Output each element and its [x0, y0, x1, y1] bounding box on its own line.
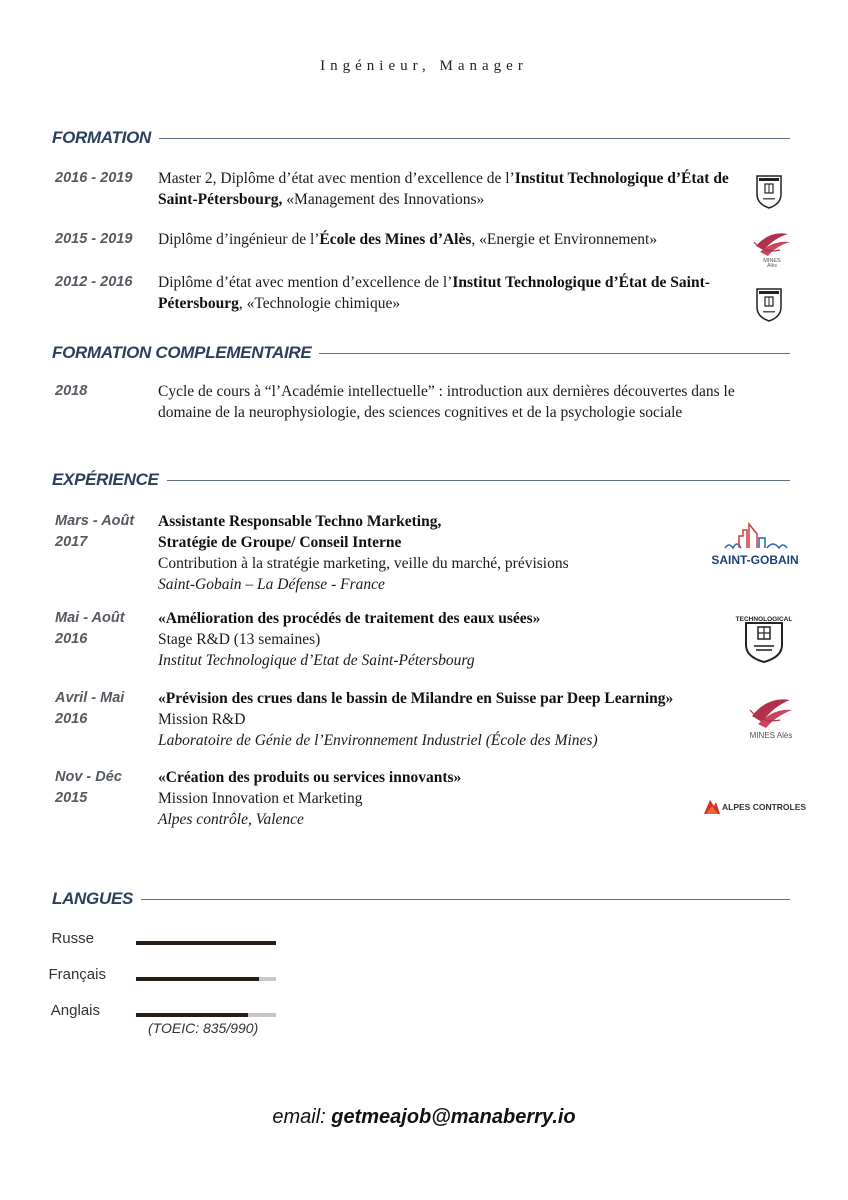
language-level-fill [136, 1013, 248, 1017]
experience-title: «Création des produits ou services innovants» [158, 769, 462, 786]
experience-date-period: Mars - Août [55, 513, 135, 529]
formation-date: 2016 - 2019 [55, 170, 133, 186]
svg-text:Alès: Alès [767, 263, 777, 269]
language-level-bar [136, 977, 276, 981]
section-divider [141, 899, 790, 900]
experience-desc: Contribution à la stratégie marketing, veille du marché, prévisions [158, 555, 569, 572]
alpes-controles-logo [702, 792, 807, 818]
experience-date [55, 608, 155, 650]
experience-title: «Amélioration des procédés de traitement des eaux usées» [158, 610, 541, 627]
formation-school: École des Mines d’Alès [319, 231, 472, 248]
experience-date [55, 767, 155, 809]
section-formation-comp-header [52, 341, 790, 365]
experience-place: Alpes contrôle, Valence [158, 811, 304, 828]
formation-comp-text: Cycle de cours à “l’Académie intellectuelle” : introduction aux dernières découvertes dans le domaine de la neurophysiologie, des sciences cognitives et de la psychologie sociale [158, 383, 735, 421]
experience-date [55, 688, 155, 730]
section-title: FORMATION COMPLEMENTAIRE [52, 343, 312, 362]
formation-text-pre: Diplôme d’état avec mention d’excellence de l’ [158, 274, 453, 291]
formation-date: 2012 - 2016 [55, 274, 133, 290]
language-level-bar [136, 941, 276, 945]
experience-date-year: 2015 [55, 790, 88, 806]
technological-institute-logo [754, 283, 784, 323]
mines-logo-text: MINES Alès [749, 731, 793, 740]
experience-place: Institut Technologique d’Etat de Saint-Pétersbourg [158, 652, 475, 669]
formation-text [158, 168, 748, 210]
formation-text-pre: Master 2, Diplôme d’état avec mention d’excellence de l’ [158, 170, 515, 187]
saint-gobain-logo [705, 518, 805, 568]
experience-title: «Prévision des crues dans le bassin de Milandre en Suisse par Deep Learning» [158, 690, 674, 707]
language-name: Russe [51, 930, 94, 947]
experience-date-period: Avril - Mai [55, 690, 125, 706]
experience-place: Laboratoire de Génie de l’Environnement Industriel (École des Mines) [158, 732, 598, 749]
formation-school: Institut Technologique d’État de Saint-Pétersbourg [158, 274, 710, 312]
language-level-fill [136, 941, 276, 945]
section-divider [167, 480, 790, 481]
section-divider [159, 138, 790, 139]
email-address[interactable]: getmeajob@manaberry.io [331, 1106, 576, 1128]
language-name: Français [48, 966, 106, 983]
alpes-logo-text: ALPES CONTROLES [722, 802, 807, 812]
technological-logo-text: TECHNOLOGICAL [735, 616, 793, 623]
section-formation-header [52, 126, 790, 150]
section-title: FORMATION [52, 128, 151, 147]
experience-desc: Stage R&D (13 semaines) [158, 631, 321, 648]
experience-details [158, 553, 748, 595]
mines-ales-logo [750, 228, 794, 268]
experience-date-year: 2016 [55, 711, 88, 727]
experience-text [158, 767, 748, 830]
experience-date-year: 2017 [55, 534, 88, 550]
experience-title: Assistante Responsable Techno Marketing, Stratégie de Groupe/ Conseil Interne [158, 513, 442, 551]
language-name: Anglais [50, 1002, 100, 1019]
experience-date-period: Mai - Août [55, 610, 125, 626]
experience-date-period: Nov - Déc [55, 769, 122, 785]
technological-institute-logo [754, 170, 784, 210]
experience-text [158, 608, 748, 671]
experience-date [55, 511, 155, 553]
formation-text [158, 272, 748, 314]
formation-text-pre: Diplôme d’ingénieur de l’ [158, 231, 320, 248]
section-title: EXPÉRIENCE [52, 470, 159, 489]
section-title: LANGUES [52, 889, 134, 908]
technological-institute-logo [735, 613, 793, 663]
mines-ales-logo [746, 694, 796, 744]
formation-comp-date: 2018 [55, 383, 88, 399]
experience-place: Saint-Gobain – La Défense - France [158, 576, 385, 593]
experience-desc: Mission Innovation et Marketing [158, 790, 363, 807]
section-langues-header [52, 887, 790, 911]
experience-text [158, 511, 448, 553]
formation-text-post: , «Technologie chimique» [238, 295, 401, 312]
language-level-fill [136, 977, 259, 981]
email-line [0, 1106, 848, 1129]
experience-date-year: 2016 [55, 631, 88, 647]
formation-date: 2015 - 2019 [55, 231, 133, 247]
experience-text [158, 688, 758, 751]
toeic-score: (TOEIC: 835/990) [148, 1020, 259, 1036]
section-experience-header [52, 468, 790, 492]
formation-text [158, 229, 748, 250]
svg-text:MINES: MINES [763, 258, 781, 264]
language-level-bar [136, 1013, 276, 1017]
job-title: Ingénieur, Manager [320, 58, 528, 74]
email-label: email: [272, 1106, 332, 1128]
experience-desc: Mission R&D [158, 711, 246, 728]
saint-gobain-logo-text: SAINT-GOBAIN [711, 553, 799, 567]
section-divider [319, 353, 790, 354]
formation-text-post: «Management des Innovations» [282, 191, 485, 208]
formation-school: Institut Technologique d’État de Saint-Pétersbourg, [158, 170, 729, 208]
formation-text-post: , «Energie et Environnement» [471, 231, 658, 248]
